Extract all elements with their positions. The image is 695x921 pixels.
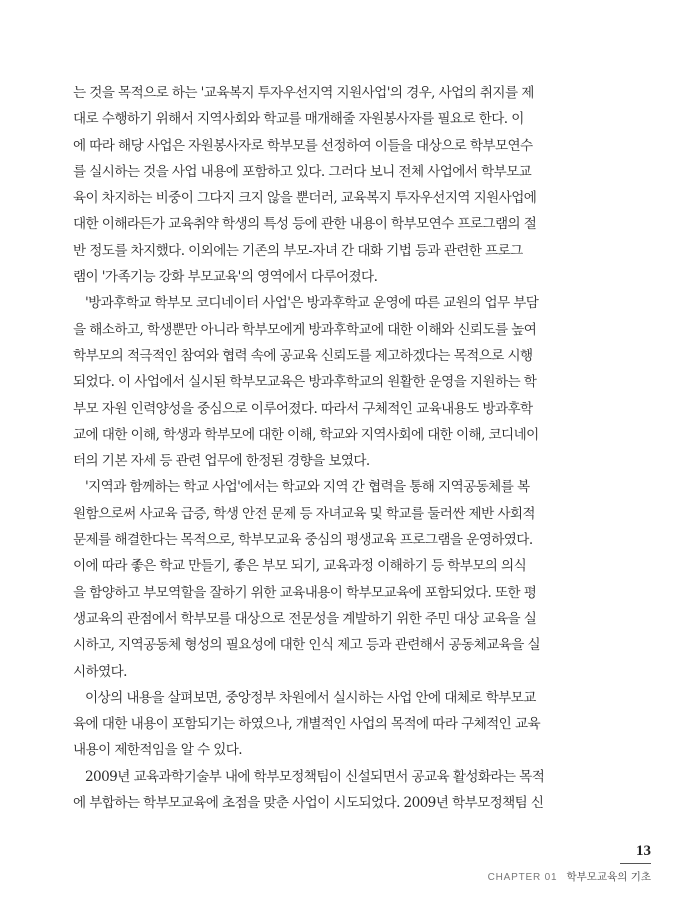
text-line: 를 실시하는 것을 사업 내용에 포함하고 있다. 그러다 보니 전체 사업에서 학부모교 <box>73 163 532 180</box>
text-line: 되었다. 이 사업에서 실시된 학부모교육은 방과후학교의 원활한 운영을 지원하는 학 <box>73 374 537 391</box>
text-line: 부모 자원 인력양성을 중심으로 이루어졌다. 따라서 구체적인 교육내용도 방과후학 <box>73 400 533 417</box>
text-line: 반 정도를 차지했다. 이외에는 기존의 부모-자녀 간 대화 기법 등과 관련한 프로그 <box>73 242 523 259</box>
text-line: 을 함양하고 부모역할을 잘하기 위한 교육내용이 학부모교육에 포함되었다. 또한 평 <box>73 584 537 601</box>
text-line: 터의 기본 자세 등 관련 업무에 한정된 경향을 보였다. <box>73 453 370 470</box>
text-line: 생교육의 관점에서 학부모를 대상으로 전문성을 계발하기 위한 주민 대상 교육을 실 <box>73 610 537 627</box>
text-line: 학부모의 적극적인 참여와 협력 속에 공교육 신뢰도를 제고하겠다는 목적으로 시행 <box>73 347 533 364</box>
text-line: 교에 대한 이해, 학생과 학부모에 대한 이해, 학교와 지역사회에 대한 이해, 코디네이 <box>73 426 539 443</box>
text-line: 2009년 교육과학기술부 내에 학부모정책팀이 신설되면서 공교육 활성화라는 목적 <box>85 768 545 785</box>
running-footer <box>488 869 651 884</box>
text-line: 문제를 해결한다는 목적으로, 학부모교육 중심의 평생교육 프로그램을 운영하였다. <box>73 532 533 549</box>
text-line: 이상의 내용을 살펴보면, 중앙정부 차원에서 실시하는 사업 안에 대체로 학부모교 <box>85 689 536 706</box>
text-line: 에 부합하는 학부모교육에 초점을 맞춘 사업이 시도되었다. 2009년 학부모정책팀 신 <box>73 795 544 812</box>
text-line: 육에 대한 내용이 포함되기는 하였으나, 개별적인 사업의 목적에 따라 구체적인 교육 <box>73 716 541 733</box>
text-line: 대로 수행하기 위해서 지역사회와 학교를 매개해줄 자원봉사자를 필요로 한다. 이 <box>73 111 524 128</box>
text-line: 내용이 제한적임을 알 수 있다. <box>73 742 242 759</box>
footer-rule <box>620 863 651 864</box>
text-line: 을 해소하고, 학생뿐만 아니라 학부모에게 방과후학교에 대한 이해와 신뢰도를 높여 <box>73 321 537 338</box>
text-line: 램이 '가족기능 강화 부모교육'의 영역에서 다루어졌다. <box>73 269 378 286</box>
text-line: 시하고, 지역공동체 형성의 필요성에 대한 인식 제고 등과 관련해서 공동체교육을 실 <box>73 637 541 654</box>
text-line: 시하였다. <box>73 663 127 680</box>
text-line: 에 따라 해당 사업은 자원봉사자로 학부모를 선정하여 이들을 대상으로 학부모연수 <box>73 137 533 154</box>
text-line: 원함으로써 사교육 급증, 학생 안전 문제 등 자녀교육 및 학교를 둘러싼 제반 사회적 <box>73 505 535 522</box>
chapter-title: 학부모교육의 기초 <box>566 871 651 883</box>
text-line: 이에 따라 좋은 학교 만들기, 좋은 부모 되기, 교육과정 이해하기 등 학부모의 의식 <box>73 558 527 575</box>
body-text <box>73 80 621 816</box>
text-line: 육이 차지하는 비중이 그다지 크지 않을 뿐더러, 교육복지 투자우선지역 지원사업에 <box>73 190 537 207</box>
chapter-label: CHAPTER 01 <box>487 872 558 883</box>
page-number: 13 <box>636 843 651 859</box>
text-line: '방과후학교 학부모 코디네이터 사업'은 방과후학교 운영에 따른 교원의 업무 부담 <box>85 295 539 312</box>
text-line: 대한 이해라든가 교육취약 학생의 특성 등에 관한 내용이 학부모연수 프로그램의 절 <box>73 216 537 233</box>
text-line: 는 것을 목적으로 하는 '교육복지 투자우선지역 지원사업'의 경우, 사업의 취지를 제 <box>73 85 534 101</box>
text-line: '지역과 함께하는 학교 사업'에서는 학교와 지역 간 협력을 통해 지역공동체를 복 <box>85 479 530 496</box>
